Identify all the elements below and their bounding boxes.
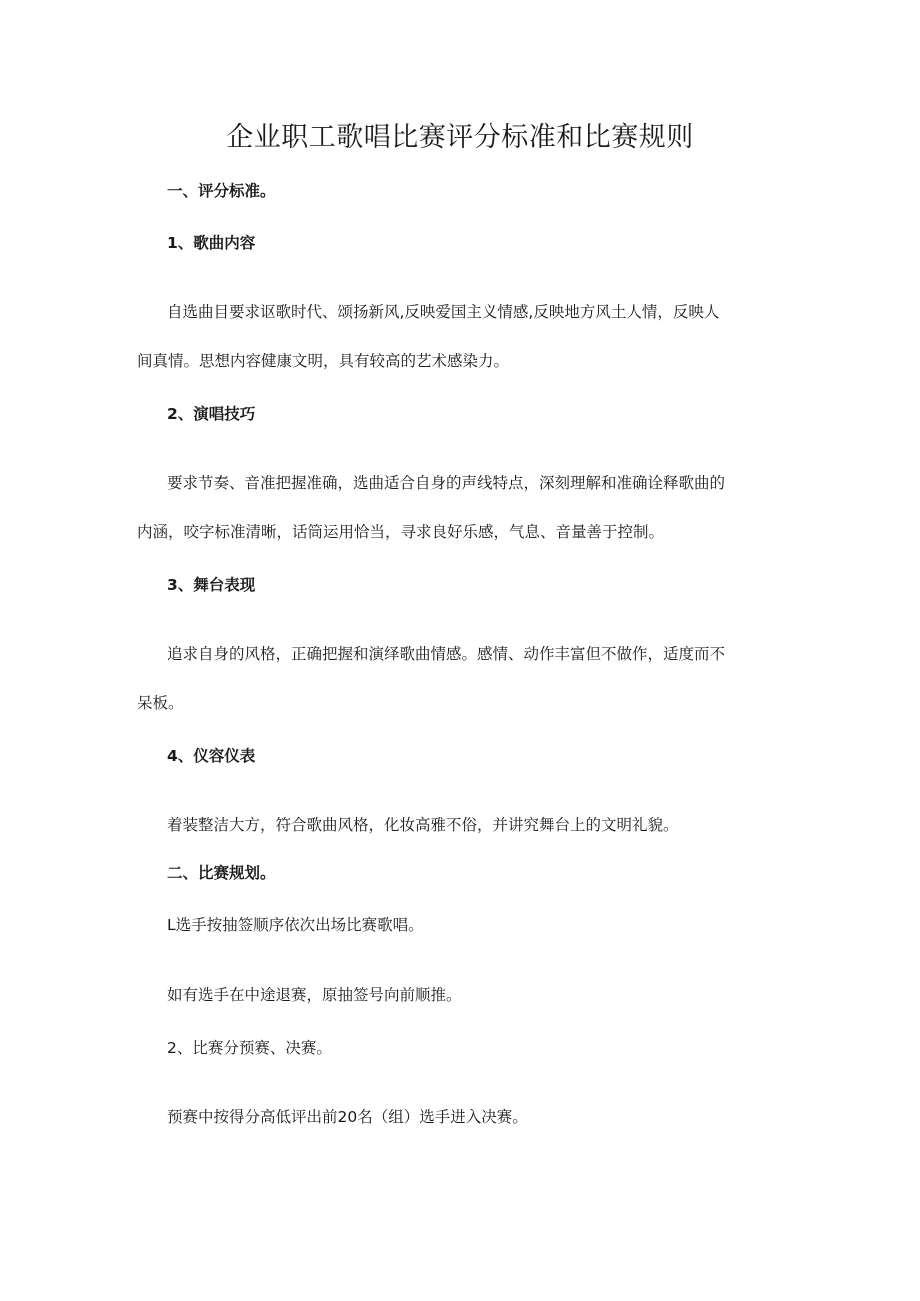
paragraph-line: 内涵，咬字标准清晰，话筒运用恰当，寻求良好乐感，气息、音量善于控制。 [137, 523, 665, 541]
paragraph-line: 追求自身的风格，正确把握和演绎歌曲情感。感情、动作丰富但不做作，适度而不 [167, 645, 726, 663]
rule-line: 2、比赛分预赛、决赛。 [167, 1039, 332, 1057]
rule-line: L选手按抽签顺序依次出场比赛歌唱。 [167, 916, 424, 934]
paragraph-line: 自选曲目要求讴歌时代、颂扬新风,反映爱国主义情感,反映地方风土人情，反映人 [167, 303, 720, 321]
document-title: 企业职工歌唱比赛评分标准和比赛规则 [226, 122, 694, 153]
item-heading-stage-performance: 3、舞台表现 [167, 576, 256, 594]
rule-line: 预赛中按得分高低评出前20名（组）选手进入决赛。 [167, 1108, 528, 1126]
rule-line: 如有选手在中途退赛，原抽签号向前顺推。 [167, 986, 462, 1004]
item-heading-song-content: 1、歌曲内容 [167, 234, 256, 252]
paragraph-line: 呆板。 [137, 694, 184, 712]
paragraph-line: 要求节奏、音准把握准确，选曲适合自身的声线特点，深刻理解和准确诠释歌曲的 [167, 474, 726, 492]
paragraph-line: 着装整洁大方，符合歌曲风格，化妆高雅不俗，并讲究舞台上的文明礼貌。 [167, 816, 679, 834]
section-heading-competition-rules: 二、比赛规划。 [167, 864, 276, 882]
paragraph-line: 间真情。思想内容健康文明，具有较高的艺术感染力。 [137, 352, 510, 370]
item-heading-appearance: 4、仪容仪表 [167, 747, 256, 765]
section-heading-scoring: 一、评分标准。 [167, 182, 276, 200]
item-heading-singing-technique: 2、演唱技巧 [167, 405, 256, 423]
